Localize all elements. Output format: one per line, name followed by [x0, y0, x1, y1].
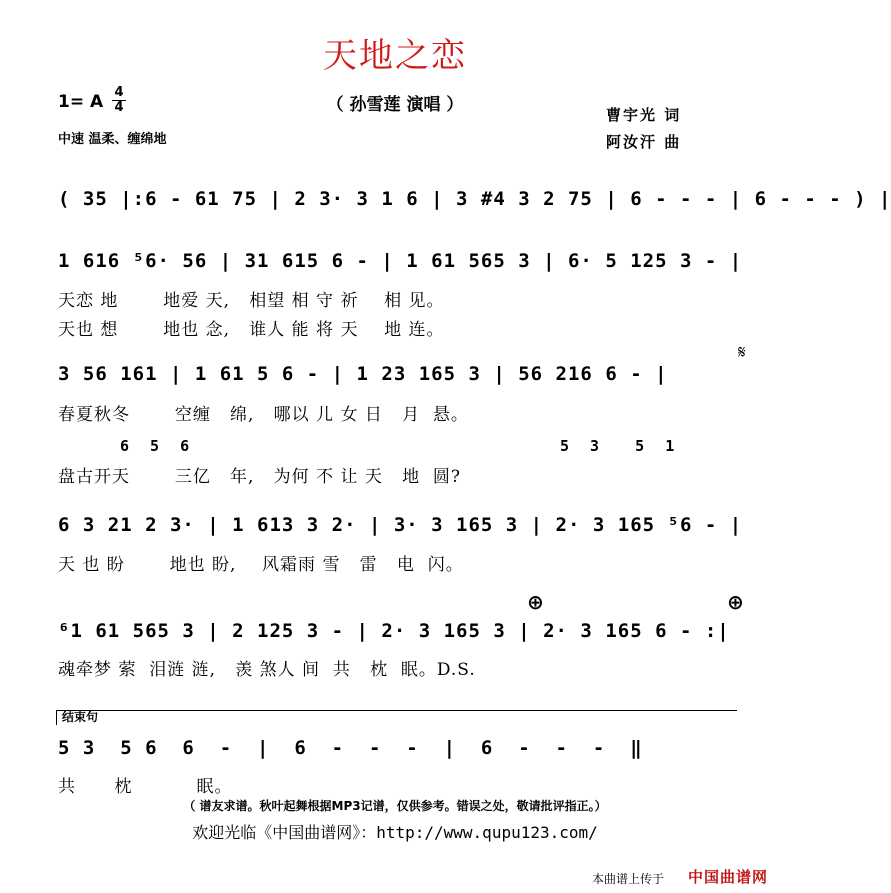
key-signature: 1= A — [58, 92, 104, 112]
ending-label: 结束句 — [62, 710, 99, 724]
time-signature-top: 4 — [114, 85, 124, 100]
notation-line-5: ⁶1 61 565 3 | 2 125 3 - | 2· 3 165 3 | 2· 3 165 6 - :| — [58, 620, 730, 642]
lyricist-credit: 曹宇光 词 — [606, 106, 682, 124]
coda-icon: ⊕ — [727, 590, 744, 614]
notation-line-3: 3 56 161 | 1 61 5 6 - | 1 23 165 3 | 56 216 6 - | — [58, 363, 668, 385]
notation-line-4: 6 3 21 2 3· | 1 613 3 2· | 3· 3 165 3 | 2· 3 165 ⁵6 - | — [58, 514, 743, 536]
welcome-link[interactable]: 欢迎光临《中国曲谱网》：http://www.qupu123.com/ — [192, 823, 598, 842]
segno-icon: 𝄋 — [738, 342, 746, 363]
lyric-line-2b: 天也 想 地也 念, 谁人 能 将 天 地 连。 — [58, 320, 445, 340]
alt-notes-right: 5 3 5 1 — [560, 437, 681, 455]
tempo-marking: 中速 温柔、缠绵地 — [58, 132, 167, 147]
alt-notes-left: 6 5 6 — [120, 437, 196, 455]
coda-icon: ⊕ — [527, 590, 544, 614]
lyric-line-3b: 盘古开天 三亿 年, 为何 不 让 天 地 圆? — [58, 467, 461, 487]
lyric-line-ending: 共 枕 眠。 — [58, 777, 233, 797]
notation-line-2: 1 616 ⁵6· 56 | 31 615 6 - | 1 61 565 3 | 6· 5 125 3 - | — [58, 250, 743, 272]
upload-text: 本曲谱上传于 — [592, 872, 665, 886]
singer-credit: （ 孙雪莲 演唱 ） — [326, 95, 464, 115]
lyric-line-4: 天 也 盼 地也 盼, 风霜雨 雪 雷 电 闪。 — [58, 555, 464, 575]
composer-credit: 阿汝汗 曲 — [606, 133, 682, 151]
time-signature — [112, 86, 126, 115]
time-signature-bottom: 4 — [114, 100, 124, 115]
site-logo[interactable]: 中国曲谱网 — [688, 868, 769, 886]
notation-line-1: ( 35 |:6 - 61 75 | 2 3· 3 1 6 | 3 #4 3 2 75 | 6 - - - | 6 - - - ) | — [58, 188, 891, 210]
ending-bracket — [56, 710, 737, 725]
page-title: 天地之恋 — [323, 36, 467, 76]
lyric-line-2a: 天恋 地 地爱 天, 相望 相 守 祈 相 见。 — [58, 291, 445, 311]
notation-line-ending: 5 3 5 6 6 - | 6 - - - | 6 - - - ‖ — [58, 737, 643, 759]
lyric-line-5: 魂牵梦 萦 泪涟 涟, 羡 煞人 间 共 枕 眠。D.S. — [58, 660, 476, 680]
footnote: （ 谱友求谱。秋叶起舞根据MP3记谱，仅供参考。错误之处，敬请批评指正。） — [183, 799, 607, 813]
lyric-line-3a: 春夏秋冬 空缠 绵, 哪以 儿 女 日 月 悬。 — [58, 405, 469, 425]
